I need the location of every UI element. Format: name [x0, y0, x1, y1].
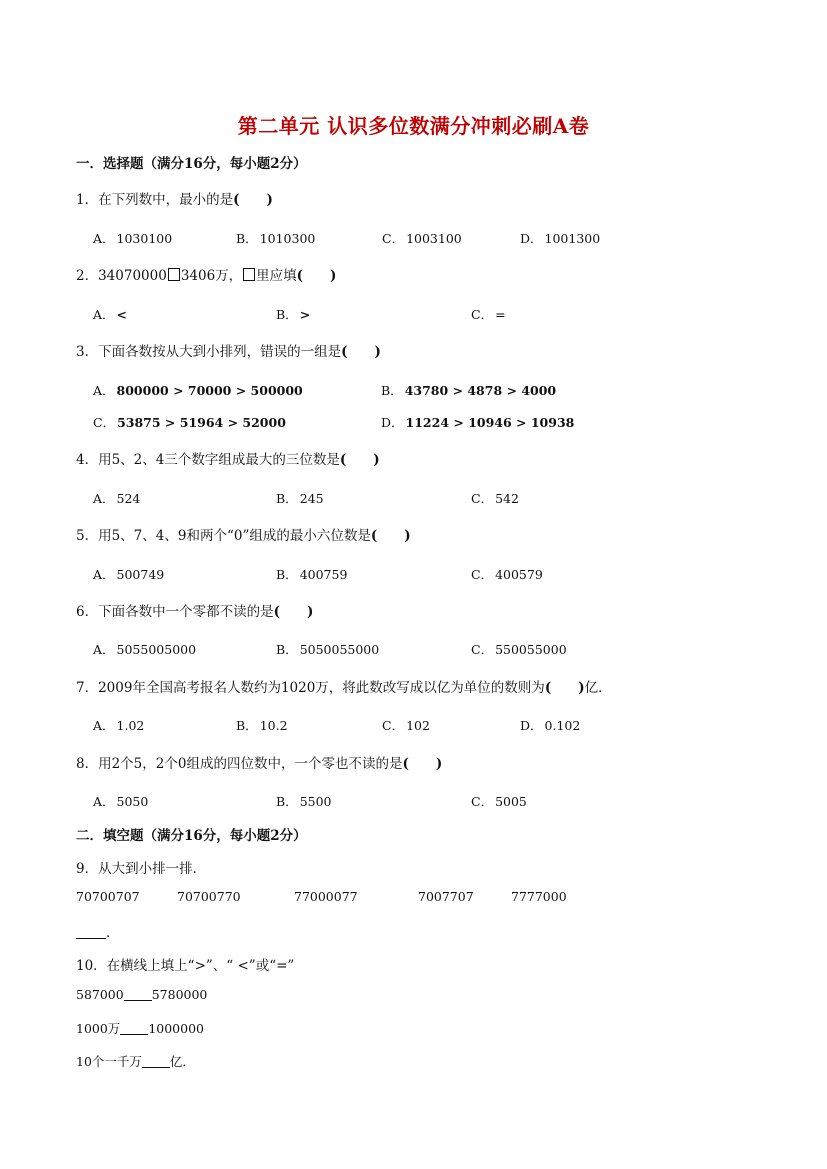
- answer-blank[interactable]: [124, 988, 152, 1001]
- number-item: 70700770: [177, 889, 241, 904]
- question-10: 10．在横线上填上“>”、“ <”或“=”: [76, 958, 295, 974]
- option-a[interactable]: A． 1030100: [93, 231, 173, 246]
- question-7: 7．2009年全国高考报名人数约为1020万，将此数改写成以亿为单位的数则为( )亿．: [76, 680, 612, 696]
- question-4: 4．用5、2、4三个数字组成最大的三位数是( ): [76, 452, 380, 468]
- compare-row: 10个一千万 亿．: [76, 1054, 195, 1069]
- question-5: 5．用5、7、4、9和两个“0”组成的最小六位数是( ): [76, 528, 411, 544]
- number-item: 70700707: [76, 889, 140, 904]
- answer-blank[interactable]: [120, 1022, 148, 1035]
- answer-paren: ( ): [273, 604, 314, 620]
- option-a[interactable]: A． 5050: [93, 794, 149, 809]
- answer-paren: ( ): [339, 452, 380, 468]
- option-d[interactable]: D． 11224 > 10946 > 10938: [381, 415, 575, 430]
- section-heading-choice: 一．选择题（满分16分，每小题2分）: [76, 156, 307, 172]
- option-c[interactable]: C． 53875 > 51964 > 52000: [93, 415, 286, 430]
- option-c[interactable]: C． 542: [471, 491, 519, 506]
- option-c[interactable]: C． =: [471, 307, 506, 322]
- answer-paren: ( ): [370, 528, 411, 544]
- option-c[interactable]: C． 550055000: [471, 642, 567, 657]
- answer-paren: ( ): [544, 680, 585, 696]
- answer-blank[interactable]: [142, 1055, 170, 1068]
- option-c[interactable]: C． 1003100: [382, 231, 462, 246]
- compare-row: 587000 5780000: [76, 987, 208, 1002]
- question-text: 在下列数中，最小的是: [98, 192, 234, 208]
- option-c[interactable]: C． 5005: [471, 794, 527, 809]
- option-b[interactable]: B． 5050055000: [276, 642, 380, 657]
- option-a[interactable]: A． 5055005000: [93, 642, 197, 657]
- answer-paren: ( ): [233, 192, 273, 208]
- option-d[interactable]: D． 0.102: [520, 718, 581, 733]
- option-c[interactable]: C． 102: [382, 718, 430, 733]
- option-d[interactable]: D． 1001300: [520, 231, 601, 246]
- option-a[interactable]: A． 524: [93, 491, 141, 506]
- option-b[interactable]: B． 5500: [276, 794, 332, 809]
- question-8: 8．用2个5，2个0组成的四位数中，一个零也不读的是( ): [76, 756, 443, 772]
- option-b[interactable]: B． >: [276, 307, 311, 322]
- option-c[interactable]: C． 400579: [471, 567, 543, 582]
- answer-paren: ( ): [296, 268, 337, 284]
- number-item: 77000077: [294, 889, 358, 904]
- answer-blank[interactable]: [76, 926, 106, 939]
- answer-line: ．: [76, 921, 120, 941]
- option-b[interactable]: B． 400759: [276, 567, 348, 582]
- option-a[interactable]: A． 800000 > 70000 > 500000: [93, 383, 303, 398]
- question-3: 3．下面各数按从大到小排列，错误的一组是( ): [76, 344, 381, 360]
- question-2: 2．34070000 3406万， 里应填( ): [76, 268, 337, 284]
- number-item: 7777000: [511, 889, 567, 904]
- page-title: 第二单元 认识多位数满分冲刺必刷A卷: [237, 114, 590, 138]
- option-a[interactable]: A． 500749: [93, 567, 165, 582]
- answer-paren: ( ): [341, 344, 381, 360]
- section-heading-fill: 二．填空题（满分16分，每小题2分）: [76, 828, 307, 844]
- option-a[interactable]: A． <: [93, 307, 128, 322]
- question-6: 6．下面各数中一个零都不读的是( ): [76, 604, 314, 620]
- question-1: [76, 188, 273, 208]
- number-item: 7007707: [418, 889, 474, 904]
- answer-paren: ( ): [402, 756, 443, 772]
- option-a[interactable]: A． 1.02: [93, 718, 145, 733]
- question-number: 1．: [76, 192, 99, 208]
- blank-box-icon: [243, 268, 255, 281]
- option-b[interactable]: B． 1010300: [236, 231, 316, 246]
- option-b[interactable]: B． 43780 > 4878 > 4000: [381, 383, 557, 398]
- question-9: 9．从大到小排一排．: [76, 861, 207, 877]
- blank-box-icon: [168, 268, 180, 281]
- compare-row: 1000万 1000000: [76, 1021, 204, 1036]
- option-b[interactable]: B． 245: [276, 491, 324, 506]
- option-b[interactable]: B． 10.2: [236, 718, 288, 733]
